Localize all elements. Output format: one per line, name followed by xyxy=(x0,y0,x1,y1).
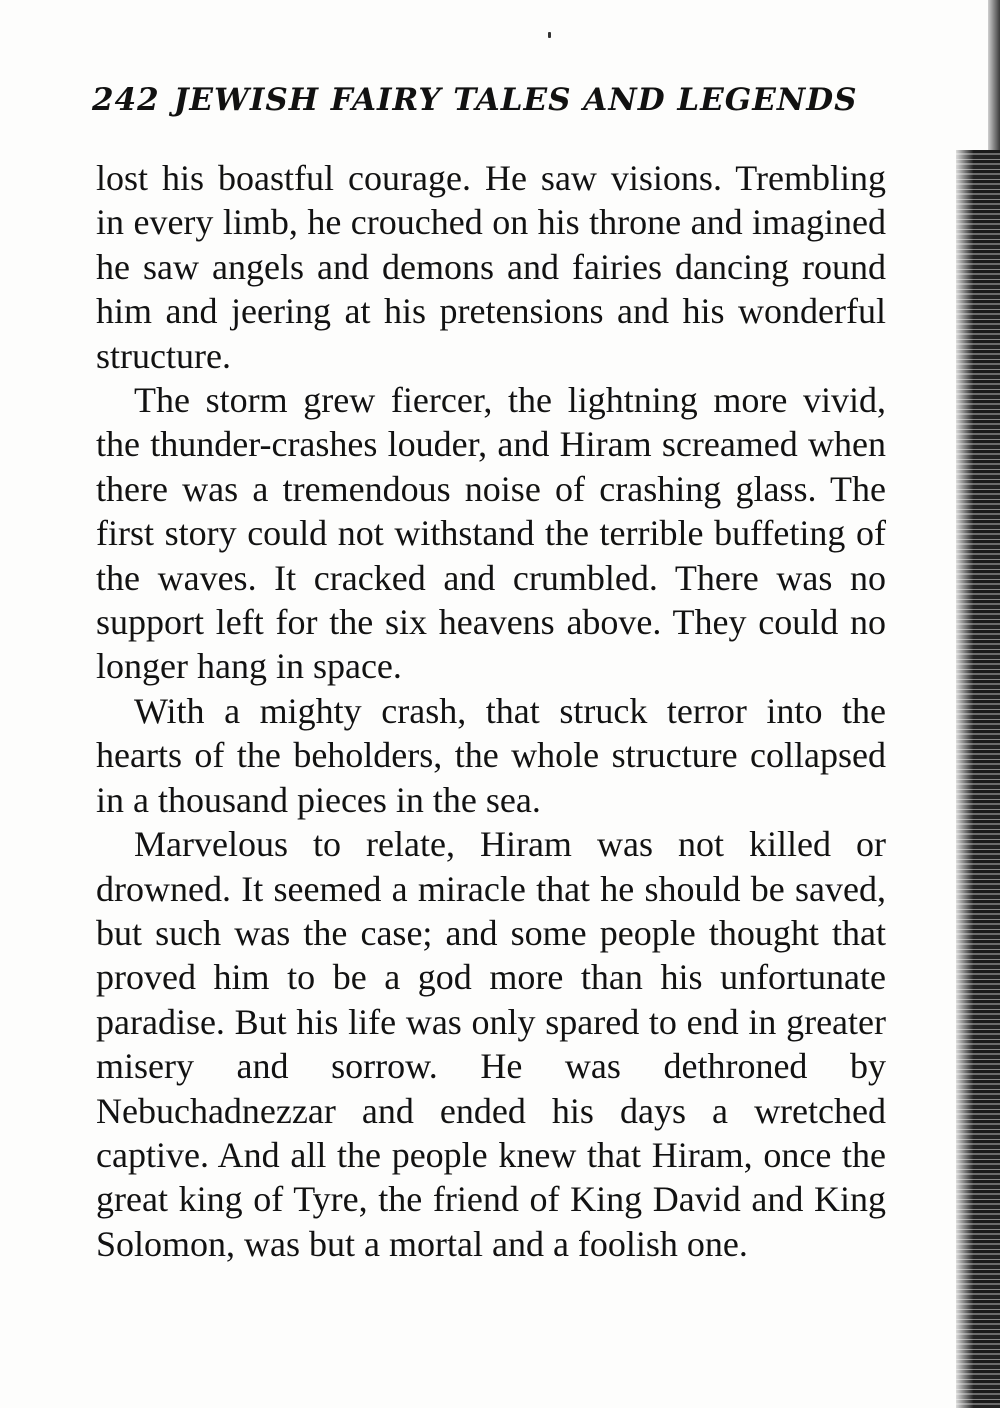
paragraph-3: With a mighty crash, that struck terror into the hearts of the beholders, the whole structure collapsed in a thousand pieces in the sea. xyxy=(96,690,886,820)
paragraph-4: Marvelous to relate, Hiram was not killed or drowned. It seemed a miracle that he should be saved, but such was the case; and some people thought that proved him to be a god more than his unfortunate paradise. But his life was only spared to end in greater misery and sorrow. He was dethroned by Nebuchadnezzar and ended his days a wretched captive. And all the people knew that Hiram, once the great king of Tyre, the friend of King David and King Solomon, was but a mortal and a foolish one. xyxy=(96,824,886,1264)
paragraph-1: lost his boastful courage. He saw visions. Trembling in every limb, he crouched on his throne and imagined he saw angels and demons and fairies dancing round him and jeering at his pretensions and his wonderful structure. xyxy=(96,158,886,376)
ink-speck xyxy=(548,32,551,38)
page-body xyxy=(96,156,886,1266)
running-title: JEWISH FAIRY TALES AND LEGENDS xyxy=(173,82,858,118)
running-header xyxy=(92,82,892,118)
binding-edge-top xyxy=(988,0,1000,150)
paragraph-2: The storm grew fiercer, the lightning more vivid, the thunder-crashes louder, and Hiram screamed when there was a tremendous noise of crashing glass. The first story could not withstand the terrible buffeting of the waves. It cracked and crumbled. There was no support left for the six heavens above. They could no longer hang in space. xyxy=(96,380,886,687)
page-number: 242 xyxy=(92,82,160,118)
binding-edge xyxy=(956,150,1000,1408)
